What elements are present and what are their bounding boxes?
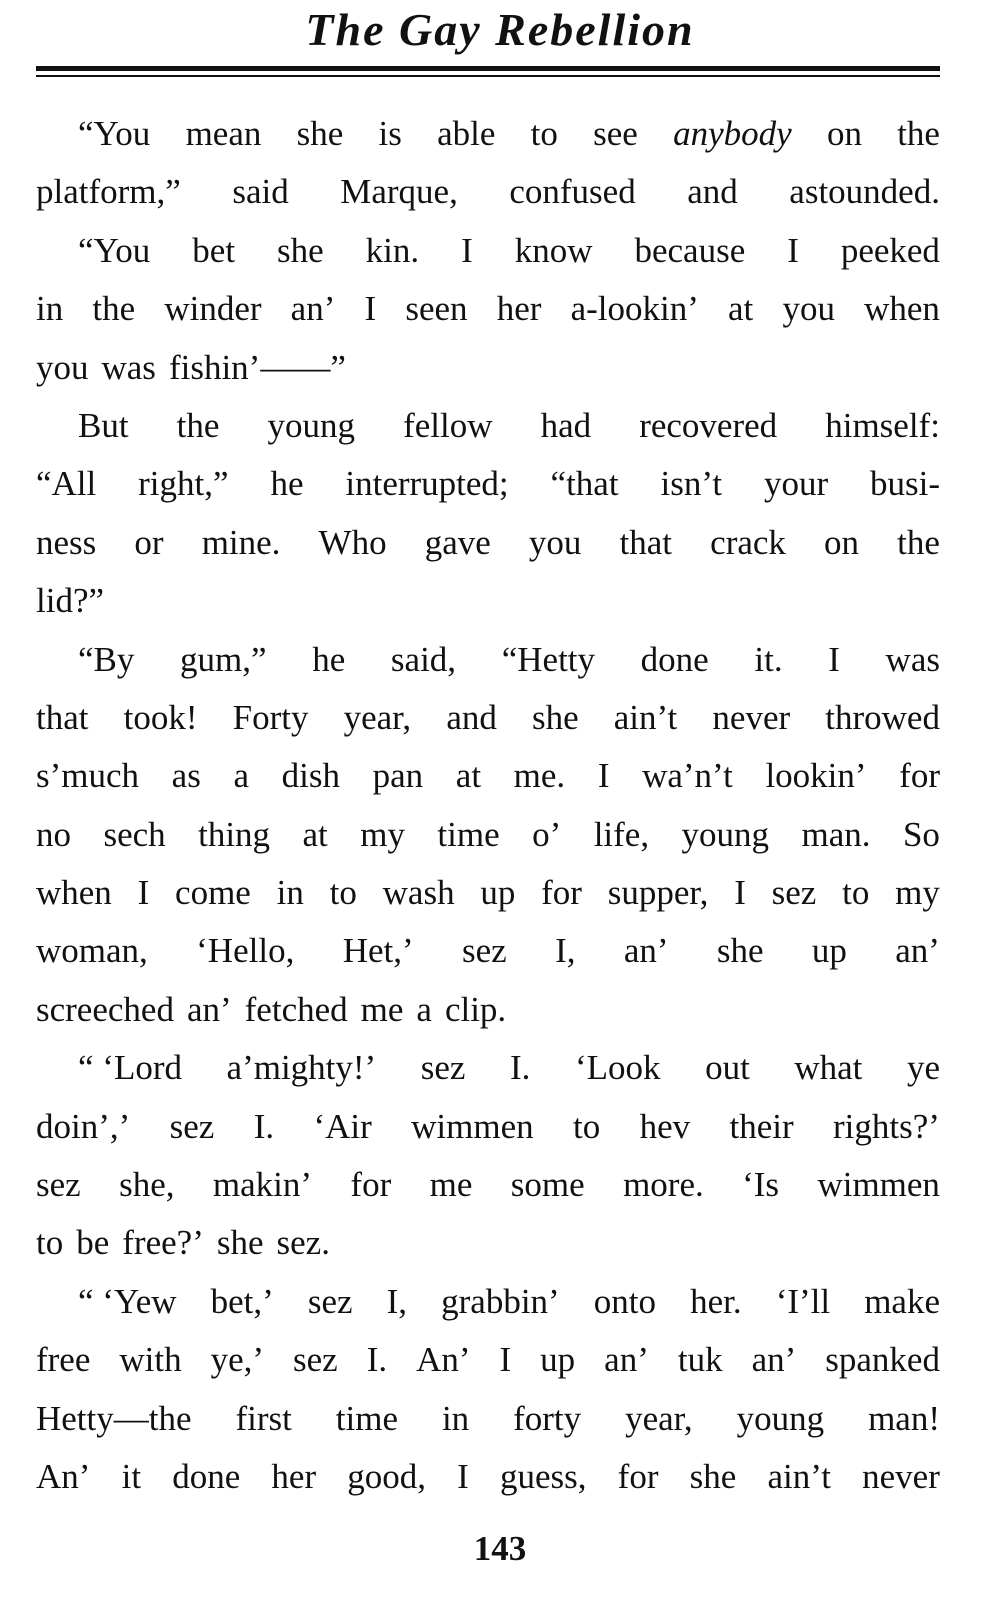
word: sez <box>771 873 817 913</box>
word: makin’ <box>212 1165 313 1205</box>
word: platform,” <box>36 172 181 212</box>
header-rule-thin <box>36 75 940 77</box>
word: sez <box>462 931 507 971</box>
word: year, <box>625 1398 693 1438</box>
word: interrupted; <box>345 464 509 504</box>
word: man. <box>801 814 871 854</box>
word: for <box>617 1456 659 1496</box>
word: ye,’ <box>210 1340 265 1380</box>
page-number: 143 <box>473 1529 527 1568</box>
text-line <box>36 1214 940 1272</box>
word: is <box>378 114 402 153</box>
text-line <box>36 922 940 980</box>
word: onto <box>593 1281 657 1321</box>
running-title: The Gay Rebellion <box>305 4 695 55</box>
word: sez. <box>276 1223 330 1263</box>
word: to <box>329 873 357 913</box>
word: the <box>897 114 940 153</box>
word: your <box>763 464 829 504</box>
word: lid?” <box>36 581 105 621</box>
word: “By <box>78 639 135 679</box>
word: young <box>736 1398 825 1438</box>
word: said, <box>390 639 457 679</box>
word: she <box>277 230 324 270</box>
word: to <box>530 114 558 153</box>
word: Forty <box>232 697 309 737</box>
word: “All <box>36 464 97 504</box>
word: up <box>811 931 847 971</box>
text-line <box>36 689 940 747</box>
word: up <box>480 873 516 913</box>
word: sech <box>103 814 166 854</box>
word: ye <box>906 1048 940 1088</box>
word: throwed <box>825 697 940 737</box>
text-line <box>36 514 940 572</box>
word: young <box>681 814 770 854</box>
word: as <box>171 756 201 796</box>
word: she <box>296 114 344 153</box>
word: her <box>271 1456 317 1496</box>
word: sez <box>36 1165 81 1205</box>
word: my <box>895 873 940 913</box>
word: her. <box>690 1281 742 1321</box>
word: “You <box>78 230 151 270</box>
text-line <box>36 339 940 397</box>
word: with <box>119 1340 182 1380</box>
word: in <box>276 873 304 913</box>
word: had <box>540 405 592 445</box>
word: done <box>172 1456 241 1496</box>
word: I. <box>253 1106 275 1146</box>
word: me. <box>513 756 566 796</box>
page-header <box>0 0 1000 60</box>
word: was <box>885 639 940 679</box>
text-line <box>36 631 940 689</box>
word: recovered <box>639 405 778 445</box>
word: the <box>176 405 220 445</box>
word: up <box>540 1340 576 1380</box>
word: kin. <box>365 230 420 270</box>
word: Who <box>318 522 387 562</box>
word: ‘Look <box>574 1048 661 1088</box>
word: So <box>902 814 940 854</box>
word: that <box>36 697 89 737</box>
word: I. <box>366 1340 388 1380</box>
word: gum,” <box>180 639 267 679</box>
word: sez <box>293 1340 338 1380</box>
word: or <box>134 522 164 562</box>
word: sez <box>420 1048 466 1088</box>
word: more. <box>623 1165 704 1205</box>
word: at <box>728 289 754 329</box>
word: never <box>862 1456 940 1496</box>
word: Marque, <box>340 172 458 212</box>
text-line <box>36 280 940 338</box>
word: dish <box>281 756 340 796</box>
word: see <box>593 114 638 153</box>
word: man! <box>868 1398 940 1438</box>
word: tuk <box>677 1340 723 1380</box>
word: know <box>514 230 593 270</box>
word: supper, <box>607 873 709 913</box>
text-line <box>36 1448 940 1506</box>
text-line <box>36 1039 940 1097</box>
word: screeched <box>36 989 174 1029</box>
word: But <box>78 405 129 445</box>
word: lookin’ <box>765 756 867 796</box>
word: never <box>712 697 791 737</box>
word: doin’,’ <box>36 1106 131 1146</box>
word: she, <box>119 1165 175 1205</box>
word: sez <box>307 1281 353 1321</box>
word: wimmen <box>411 1106 534 1146</box>
word: “that <box>550 464 619 504</box>
word: for <box>350 1165 392 1205</box>
word: took! <box>123 697 198 737</box>
text-line <box>36 806 940 864</box>
word: winder <box>164 289 262 329</box>
word: an’ <box>623 931 669 971</box>
word: what <box>794 1048 863 1088</box>
word: busi- <box>870 464 940 504</box>
word: year, <box>343 697 412 737</box>
word: I <box>457 1456 469 1496</box>
word: you <box>782 289 835 329</box>
word: astounded. <box>789 172 940 212</box>
word: was <box>101 347 156 387</box>
header-rule-thick <box>36 66 940 71</box>
word: I, <box>386 1281 408 1321</box>
word: mean <box>185 114 262 153</box>
word: ‘Hello, <box>196 931 295 971</box>
word: woman, <box>36 931 148 971</box>
word: “ ‘Lord <box>78 1048 182 1088</box>
word: she <box>216 1223 264 1263</box>
word: to <box>36 1223 64 1263</box>
word: he <box>270 464 304 504</box>
word: ain’t <box>613 697 678 737</box>
word: her <box>496 289 542 329</box>
word: it. <box>754 639 783 679</box>
word: Hetty—the <box>36 1398 192 1438</box>
word: she <box>689 1456 737 1496</box>
body-text <box>36 105 940 1506</box>
word: ain’t <box>767 1456 831 1496</box>
text-line <box>36 455 940 513</box>
word: a’mighty!’ <box>226 1048 377 1088</box>
word: he <box>312 639 346 679</box>
text-line <box>36 1273 940 1331</box>
word: able <box>437 114 496 153</box>
word: good, <box>347 1456 427 1496</box>
word: confused <box>509 172 636 212</box>
text-line <box>36 747 940 805</box>
word: fellow <box>403 405 493 445</box>
word: an’ <box>290 289 336 329</box>
word: that <box>619 522 673 562</box>
word: free <box>36 1340 91 1380</box>
word: their <box>729 1106 794 1146</box>
word: a <box>416 989 432 1029</box>
text-line <box>36 1098 940 1156</box>
word: she <box>716 931 764 971</box>
word: come <box>175 873 251 913</box>
word: s’much <box>36 756 140 796</box>
word: when <box>36 873 112 913</box>
text-line <box>36 163 940 221</box>
word: ‘Air <box>313 1106 372 1146</box>
word: I <box>499 1340 512 1380</box>
word: bet,’ <box>210 1281 274 1321</box>
word: I <box>364 289 377 329</box>
word: thing <box>198 814 271 854</box>
word: a-lookin’ <box>570 289 699 329</box>
word: I <box>734 873 746 913</box>
word: she <box>531 697 579 737</box>
word: rights?’ <box>833 1106 940 1146</box>
word: at <box>302 814 328 854</box>
word: me <box>429 1165 473 1205</box>
text-line <box>36 572 940 630</box>
word: I <box>828 639 840 679</box>
word: and <box>446 697 497 737</box>
word: An’ <box>36 1456 91 1496</box>
word: spanked <box>825 1340 940 1380</box>
text-line <box>36 981 940 1039</box>
word: life, <box>593 814 650 854</box>
word: time <box>335 1398 399 1438</box>
word: “ ‘Yew <box>78 1281 177 1321</box>
word: pan <box>372 756 424 796</box>
word: to <box>842 873 870 913</box>
word: me <box>360 989 404 1029</box>
word: bet <box>192 230 236 270</box>
word: an’ <box>895 931 940 971</box>
word: wa’n’t <box>642 756 733 796</box>
word: clip. <box>444 989 507 1029</box>
word: I <box>787 230 799 270</box>
word: An’ <box>416 1340 471 1380</box>
word: anybody <box>673 114 792 153</box>
word: young <box>267 405 355 445</box>
word: in <box>36 289 64 329</box>
word: gave <box>424 522 491 562</box>
word: grabbin’ <box>441 1281 560 1321</box>
word: out <box>705 1048 750 1088</box>
word: a <box>233 756 249 796</box>
word: fishin’——” <box>168 347 346 387</box>
word: isn’t <box>660 464 723 504</box>
word: time <box>437 814 500 854</box>
word: because <box>634 230 746 270</box>
word: I. <box>510 1048 531 1088</box>
word: ness <box>36 522 97 562</box>
word: an’ <box>604 1340 649 1380</box>
word: on <box>824 522 860 562</box>
word: be <box>76 1223 110 1263</box>
word: mine. <box>201 522 281 562</box>
word: for <box>541 873 582 913</box>
word: I, <box>555 931 576 971</box>
word: “You <box>78 114 151 153</box>
text-line <box>36 1156 940 1214</box>
word: it <box>121 1456 142 1496</box>
word: an’ <box>751 1340 797 1380</box>
word: at <box>455 756 482 796</box>
word: no <box>36 814 71 854</box>
word: forty <box>513 1398 582 1438</box>
word: fetched <box>244 989 348 1029</box>
word: the <box>92 289 136 329</box>
word: when <box>864 289 940 329</box>
word: I <box>461 230 473 270</box>
text-line <box>36 1390 940 1448</box>
word: guess, <box>499 1456 587 1496</box>
word: wash <box>382 873 455 913</box>
word: in <box>441 1398 470 1438</box>
word: first <box>235 1398 292 1438</box>
word: Het,’ <box>342 931 414 971</box>
word: crack <box>710 522 786 562</box>
word: ‘Is <box>742 1165 780 1205</box>
word: seen <box>405 289 468 329</box>
word: to <box>573 1106 601 1146</box>
word: ‘I’ll <box>775 1281 831 1321</box>
word: I <box>137 873 150 913</box>
word: hev <box>639 1106 691 1146</box>
word: right,” <box>138 464 229 504</box>
word: himself: <box>825 405 940 445</box>
word: done <box>640 639 709 679</box>
word: the <box>897 522 940 562</box>
word: and <box>687 172 738 212</box>
word: free?’ <box>122 1223 204 1263</box>
word: o’ <box>532 814 562 854</box>
word: wimmen <box>817 1165 940 1205</box>
word: my <box>360 814 405 854</box>
word: peeked <box>840 230 940 270</box>
word: said <box>232 172 289 212</box>
word: an’ <box>186 989 232 1029</box>
word: for <box>899 756 940 796</box>
text-line <box>36 1331 940 1389</box>
text-line <box>36 105 940 163</box>
text-line <box>36 222 940 280</box>
word: on <box>826 114 862 153</box>
word: I <box>597 756 610 796</box>
text-line <box>36 864 940 922</box>
word: “Hetty <box>501 639 596 679</box>
word: you <box>528 522 582 562</box>
word: you <box>36 347 89 387</box>
text-line <box>36 397 940 455</box>
word: make <box>864 1281 940 1321</box>
word: some <box>510 1165 585 1205</box>
word: sez <box>169 1106 215 1146</box>
